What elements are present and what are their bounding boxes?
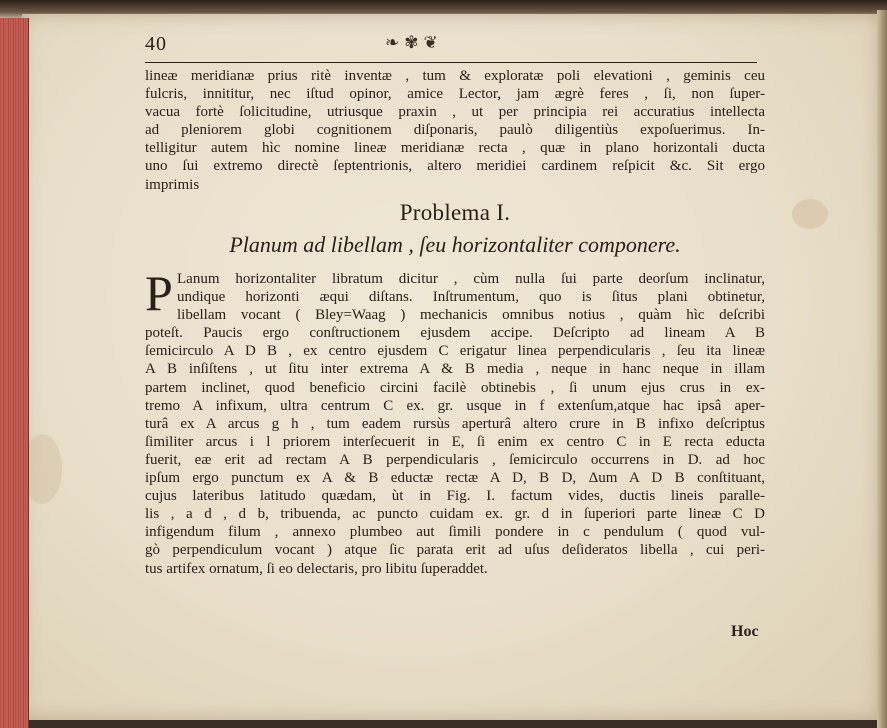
text-line: vacua fortè ſolicitudine, utriusque praxin , ut per principia rei accuratius intellecta [145,104,765,121]
text-line: fuerit, eæ erit ad rectam A B perpendicularis , ſemicirculo occurrens in D. ad hoc [145,451,765,468]
text-line: gò perpendiculum vocant ) atque ſic parata erit ad uſus deſideratos libella , cui peri- [145,542,765,559]
text-line: imprimis [145,176,200,193]
book-edge-red-pages [0,18,29,728]
text-line: Lanum horizontaliter libratum dicitur , cùm nulla ſui parte deorſum inclinatur, [177,271,765,287]
page-number: 40 [145,33,167,55]
header-ornament: ❧✾❦ [385,33,443,52]
paper-stain [792,199,828,229]
right-page-edge [877,10,887,728]
text-line: tus artifex ornatum, ſi eo delectaris, pro libitu ſuperaddet. [145,560,488,577]
text-line: infigendum filum , annexo plumbeo aut ſimili pondere in c pendulum ( quod vul- [145,524,765,541]
text-line: poteſt. Paucis ergo conſtructionem ejusdem accipe. Deſcripto ad lineam A B [145,325,765,342]
problem-title: Problema I. [399,200,511,225]
header-rule [145,62,757,63]
problem-subtitle: Planum ad libellam , ſeu horizontaliter componere. [229,232,681,257]
text-line: ad pleniorem globi cognitionem diſponaris, paulò diligentiùs expoſuerimus. In- [145,122,765,139]
text-line: lineæ meridianæ prius ritè inventæ , tum & exploratæ poli elevationi , geminis ceu [145,68,765,84]
text-line: telligitur autem hìc nomine lineæ meridianæ recta , quæ in plano horizontali ducta [145,140,765,157]
catchword: Hoc [731,623,759,640]
text-line: libellam vocant ( Bley=Waag ) mechanicis omnibus notius , quàm hìc deſcribi [177,307,765,324]
text-line: fulcris, innititur, nec iſtud opinor, amice Lector, jam ægrè feres , ſi, non ſuper- [145,86,765,103]
text-line: partem inclinet, quod beneficio circini facilè obtinebis , ſi unum ejus crus in ex- [145,379,765,396]
text-line: ſimiliter arcus i l priorem interſecuerit in E, ſi enim ex centro C in E recta educta [145,433,765,450]
text-line: ipſum ergo punctum ex A & B eductæ rectæ A D, B D, Δum A D B conſtituant, [145,470,765,487]
text-line: A B inſiſtens , ut ſitu inter extrema A & B media , neque in hanc neque in illam [145,361,765,378]
text-line: cujus lateribus latitudo quædam, ùt in Fig. I. factum vides, ductis lineis paralle- [145,488,765,505]
running-header [145,33,755,59]
text-line: turâ ex A arcus g h , tum eadem rursùs aperturâ altero crure in B infixo deſcriptus [145,415,765,432]
paragraph-intro [145,67,765,194]
text-line: ſemicirculo A D B , ex centro ejusdem C erigatur linea perpendicularis , ſeu ita lineæ [145,343,765,360]
paragraph-problem [145,265,765,578]
text-line: undique horizonti æqui diſtans. Inſtrumentum, quo is ſitus plani obtinetur, [177,289,765,306]
text-line: lis , a d , d b, tribuenda, ac puncto cuidam ex. gr. d in ſuperiori parte lineæ C D [145,506,765,523]
text-line: tremo A infixum, ultra centrum C ex. gr. usque in f extenſum,atque hac ipsâ aper- [145,397,765,414]
text-line: uno ſui extremo directè ſeptentrionis, altero meridiei cardinem reſpicit &c. Sit ergo [145,158,765,175]
drop-cap-letter: P [145,265,173,321]
